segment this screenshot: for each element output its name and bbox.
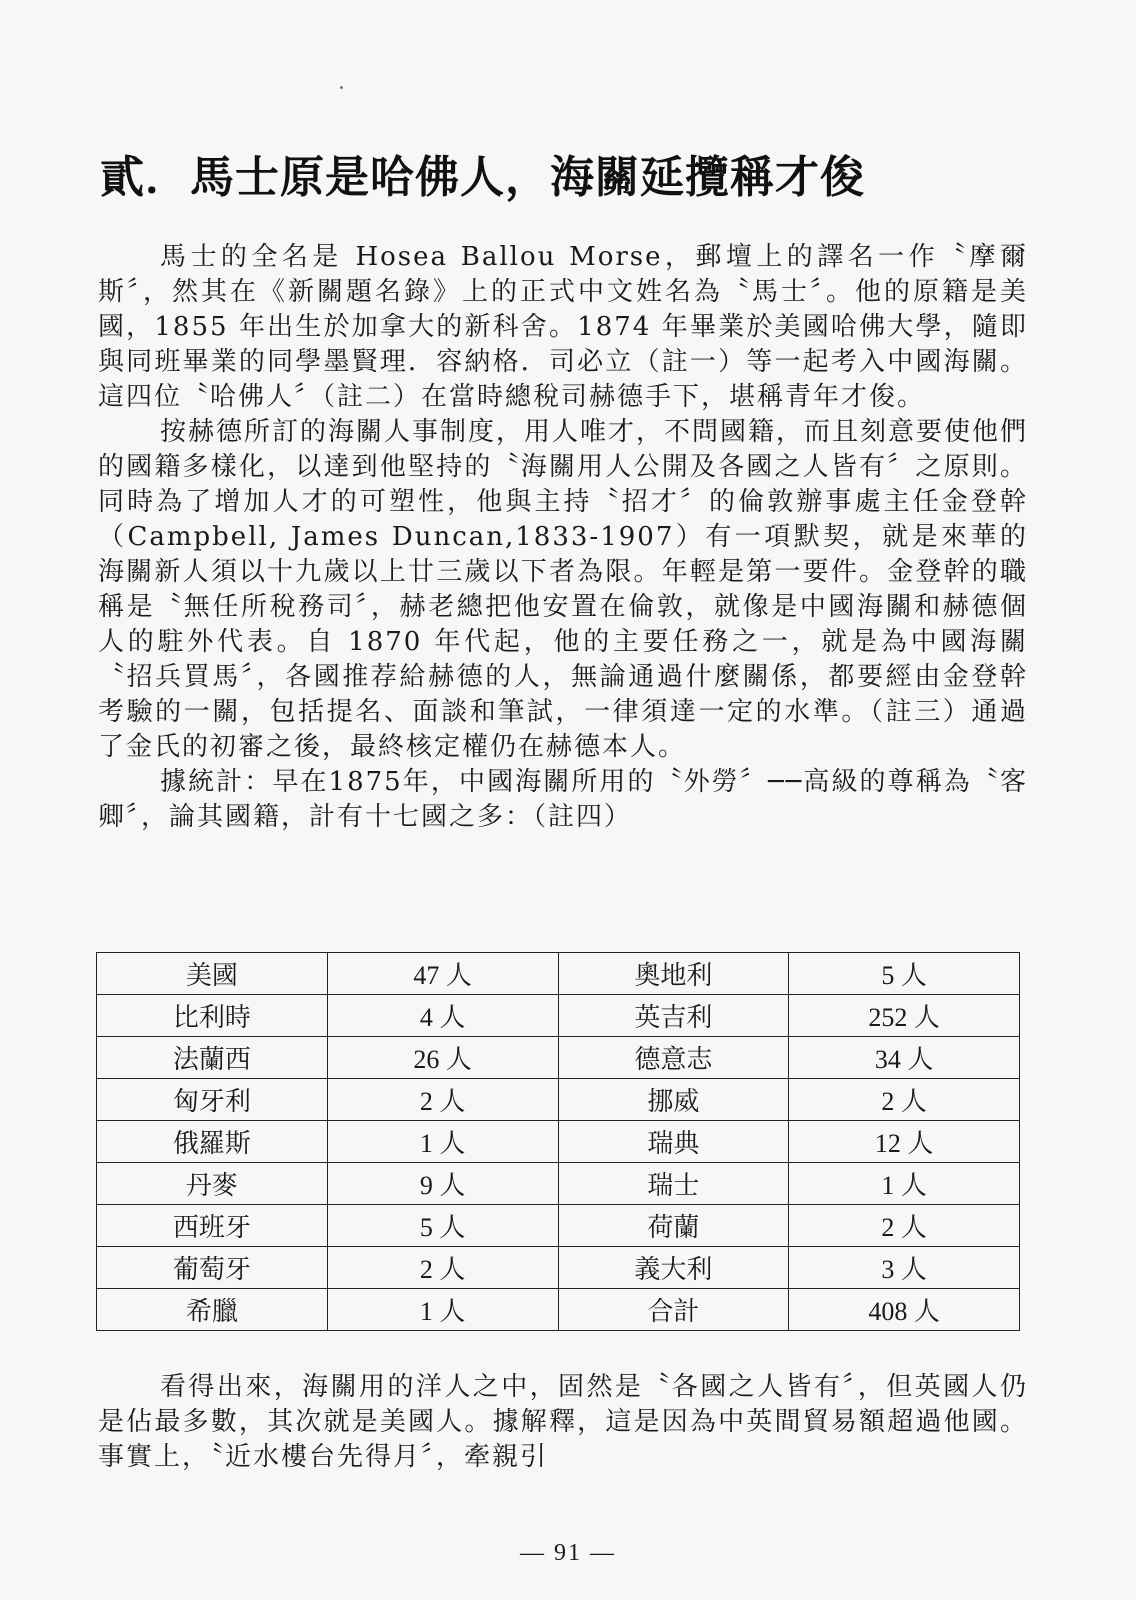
country-cell: 比利時 <box>97 995 328 1037</box>
country-cell: 瑞士 <box>558 1163 789 1205</box>
count-cell: 3 人 <box>789 1247 1020 1289</box>
count-cell: 5 人 <box>327 1205 558 1247</box>
scan-speck <box>340 86 343 89</box>
count-cell: 2 人 <box>327 1247 558 1289</box>
table-row <box>97 1079 1020 1121</box>
count-cell: 26 人 <box>327 1037 558 1079</box>
country-cell: 合計 <box>558 1289 789 1331</box>
country-cell: 丹麥 <box>97 1163 328 1205</box>
country-cell: 瑞典 <box>558 1121 789 1163</box>
country-cell: 匈牙利 <box>97 1079 328 1121</box>
count-cell: 5 人 <box>789 953 1020 995</box>
country-cell: 德意志 <box>558 1037 789 1079</box>
country-cell: 葡萄牙 <box>97 1247 328 1289</box>
table-row <box>97 1121 1020 1163</box>
count-cell: 1 人 <box>327 1289 558 1331</box>
table-row <box>97 1163 1020 1205</box>
nationality-table-body <box>97 953 1020 1331</box>
count-cell: 252 人 <box>789 995 1020 1037</box>
country-cell: 英吉利 <box>558 995 789 1037</box>
country-cell: 美國 <box>97 953 328 995</box>
intro-text <box>98 240 1028 835</box>
country-cell: 荷蘭 <box>558 1205 789 1247</box>
count-cell: 2 人 <box>327 1079 558 1121</box>
count-cell: 12 人 <box>789 1121 1020 1163</box>
count-cell: 1 人 <box>327 1121 558 1163</box>
country-cell: 奧地利 <box>558 953 789 995</box>
section-heading: 貳．馬士原是哈佛人，海關延攬稱才俊 <box>100 152 865 203</box>
country-cell: 希臘 <box>97 1289 328 1331</box>
paragraph-analysis: 看得出來，海關用的洋人之中，固然是〝各國之人皆有〞，但英國人仍是佔最多數，其次就是美國人。據解釋，這是因為中英間貿易額超過他國。事實上，〝近水樓台先得月〞，牽親引 <box>98 1372 1028 1472</box>
table-row <box>97 995 1020 1037</box>
country-cell: 俄羅斯 <box>97 1121 328 1163</box>
paragraph-hart-personnel-policy: 按赫德所訂的海關人事制度，用人唯才，不問國籍，而且刻意要使他們的國籍多樣化，以達到他堅持的〝海關用人公開及各國之人皆有〞之原則。同時為了增加人才的可塑性，他與主持〝招才〞的倫敦辦事處主任金登幹（Campbell, James Duncan,1833-1907）有一項默契，就是來華的海關新人須以十九歲以上廿三歲以下者為限。年輕是第一要件。金登幹的職稱是〝無任所稅務司〞，赫老總把他安置在倫敦，就像是中國海關和赫德個人的駐外代表。自 1870 年代起，他的主要任務之一，就是為中國海關〝招兵買馬〞，各國推荐給赫德的人，無論通過什麼關係，都要經由金登幹考驗的一關，包括提名、面談和筆試，一律須達一定的水準。（註三）通過了金氏的初審之後，最終核定權仍在赫德本人。 <box>98 417 1029 762</box>
table-row <box>97 1205 1020 1247</box>
closing-text <box>98 1370 1028 1475</box>
page-number: — 91 — <box>520 1540 616 1566</box>
country-cell: 挪威 <box>558 1079 789 1121</box>
count-cell: 9 人 <box>327 1163 558 1205</box>
nationality-table <box>96 952 1020 1331</box>
count-cell: 4 人 <box>327 995 558 1037</box>
table-row <box>97 1247 1020 1289</box>
count-cell: 1 人 <box>789 1163 1020 1205</box>
count-cell: 408 人 <box>789 1289 1020 1331</box>
count-cell: 2 人 <box>789 1205 1020 1247</box>
country-cell: 法蘭西 <box>97 1037 328 1079</box>
paragraph-statistics-intro: 據統計：早在1875年，中國海關所用的〝外勞〞──高級的尊稱為〝客卿〞，論其國籍，計有十七國之多：（註四） <box>98 767 1028 832</box>
count-cell: 47 人 <box>327 953 558 995</box>
paragraph-morse-background: 馬士的全名是 Hosea Ballou Morse，郵壇上的譯名一作〝摩爾斯〞，然其在《新關題名錄》上的正式中文姓名為〝馬士〞。他的原籍是美國，1855 年出生於加拿大的新科舍。1874 年畢業於美國哈佛大學，隨即與同班畢業的同學墨賢理．容納格．司必立（註一）等一起考入中國海關。這四位〝哈佛人〞（註二）在當時總稅司赫德手下，堪稱青年才俊。 <box>98 242 1028 412</box>
count-cell: 2 人 <box>789 1079 1020 1121</box>
country-cell: 西班牙 <box>97 1205 328 1247</box>
country-cell: 義大利 <box>558 1247 789 1289</box>
table-row <box>97 1289 1020 1331</box>
count-cell: 34 人 <box>789 1037 1020 1079</box>
table-row <box>97 1037 1020 1079</box>
table-row <box>97 953 1020 995</box>
